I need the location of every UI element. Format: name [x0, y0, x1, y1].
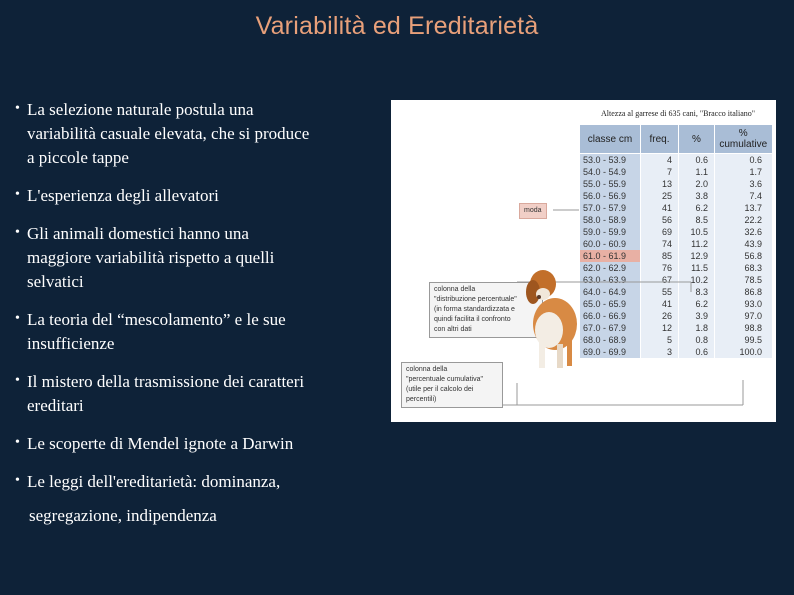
- bullet-dot-icon: •: [15, 373, 20, 388]
- header-classe: classe cm: [580, 125, 641, 154]
- dog-leg: [539, 342, 545, 368]
- table-cell: 0.8: [679, 334, 715, 346]
- table-cell: 26: [641, 310, 679, 322]
- table-cell: 3: [641, 346, 679, 358]
- table-cell: 56.0 - 56.9: [580, 190, 641, 202]
- table-cell: 0.6: [715, 154, 773, 167]
- bullet-continuation: segregazione, indipendenza: [29, 506, 217, 525]
- table-cell: 12.9: [679, 250, 715, 262]
- table-cell: 1.1: [679, 166, 715, 178]
- label-cumulative: [401, 362, 503, 408]
- table-cell: 7: [641, 166, 679, 178]
- table-cell: 11.5: [679, 262, 715, 274]
- table-cell: 32.6: [715, 226, 773, 238]
- label-line: con altri dati: [434, 326, 472, 333]
- label-moda: moda: [519, 203, 547, 219]
- bullet-list: [15, 98, 385, 528]
- table-cell: 61.0 - 61.9: [580, 250, 641, 262]
- header-cumulative: % cumulative: [715, 125, 773, 154]
- bullet-item: [15, 184, 385, 208]
- bullet-item: [15, 308, 385, 356]
- bullet-line: Le scoperte di Mendel ignote a Darwin: [27, 434, 294, 453]
- table-cell: 41: [641, 202, 679, 214]
- table-cell: 5: [641, 334, 679, 346]
- table-cell: 58.0 - 58.9: [580, 214, 641, 226]
- bullet-line: La teoria del “mescolamento” e le sue: [27, 310, 286, 329]
- table-cell: 97.0: [715, 310, 773, 322]
- table-cell: 63.0 - 63.9: [580, 274, 641, 286]
- table-cell: 60.0 - 60.9: [580, 238, 641, 250]
- label-line: quindi facilita il confronto: [434, 316, 511, 323]
- table-cell: 67: [641, 274, 679, 286]
- table-cell: 41: [641, 298, 679, 310]
- table-cell: 12: [641, 322, 679, 334]
- bullet-item: [15, 470, 385, 494]
- dog-nose: [537, 295, 541, 299]
- table-cell: 74: [641, 238, 679, 250]
- bullet-line: La selezione naturale postula una: [27, 100, 254, 119]
- table-cell: 57.0 - 57.9: [580, 202, 641, 214]
- table-cell: 22.2: [715, 214, 773, 226]
- bullet-dot-icon: •: [15, 187, 20, 202]
- table-cell: 85: [641, 250, 679, 262]
- table-cell: 69: [641, 226, 679, 238]
- dog-leg: [557, 344, 563, 368]
- bullet-line: L'esperienza degli allevatori: [27, 186, 219, 205]
- header-freq: freq.: [641, 125, 679, 154]
- table-cell: 76: [641, 262, 679, 274]
- dog-leg: [567, 340, 572, 366]
- dog-illustration: [519, 260, 585, 370]
- table-cell: 66.0 - 66.9: [580, 310, 641, 322]
- table-cell: 13: [641, 178, 679, 190]
- label-line: (in forma standardizzata e: [434, 306, 515, 313]
- bullet-dot-icon: •: [15, 311, 20, 326]
- bullet-item: [15, 98, 385, 170]
- table-cell: 55.0 - 55.9: [580, 178, 641, 190]
- slide-title: Variabilità ed Ereditarietà: [255, 12, 539, 40]
- label-line: (utile per il calcolo dei: [406, 386, 474, 393]
- table-cell: 1.7: [715, 166, 773, 178]
- bullet-line: Il mistero della trasmissione dei caratteri: [27, 372, 305, 391]
- bullet-item: [15, 222, 385, 294]
- table-cell: 69.0 - 69.9: [580, 346, 641, 358]
- bullet-line: Gli animali domestici hanno una: [27, 224, 249, 243]
- table-cell: 67.0 - 67.9: [580, 322, 641, 334]
- bullet-line: a piccole tappe: [27, 148, 129, 167]
- table-cell: 8.5: [679, 214, 715, 226]
- table-cell: 100.0: [715, 346, 773, 358]
- table-cell: 98.8: [715, 322, 773, 334]
- bullet-line: maggiore variabilità rispetto a quelli: [27, 248, 275, 267]
- bullet-item: [15, 432, 385, 456]
- table-cell: 68.3: [715, 262, 773, 274]
- table-cell: 68.0 - 68.9: [580, 334, 641, 346]
- table-cell: 56.8: [715, 250, 773, 262]
- table-cell: 78.5: [715, 274, 773, 286]
- table-cell: 99.5: [715, 334, 773, 346]
- table-cell: 6.2: [679, 202, 715, 214]
- table-cell: 8.3: [679, 286, 715, 298]
- table-cell: 3.9: [679, 310, 715, 322]
- dog-height-figure: [391, 100, 776, 422]
- table-cell: 93.0: [715, 298, 773, 310]
- table-cell: 3.6: [715, 178, 773, 190]
- table-cell: 1.8: [679, 322, 715, 334]
- table-cell: 13.7: [715, 202, 773, 214]
- table-cell: 55: [641, 286, 679, 298]
- figure-caption: Altezza al garrese di 635 cani, "Bracco italiano": [601, 109, 756, 118]
- table-cell: 43.9: [715, 238, 773, 250]
- label-line: "percentuale cumulativa": [406, 376, 483, 383]
- table-cell: 65.0 - 65.9: [580, 298, 641, 310]
- table-cell: 62.0 - 62.9: [580, 262, 641, 274]
- label-line: colonna della: [434, 286, 476, 293]
- table-cell: 25: [641, 190, 679, 202]
- bullet-dot-icon: •: [15, 473, 20, 488]
- bullet-dot-icon: •: [15, 225, 20, 240]
- bullet-line: insufficienze: [27, 334, 115, 353]
- table-cell: 3.8: [679, 190, 715, 202]
- bullet-dot-icon: •: [15, 435, 20, 450]
- bullet-item: [15, 370, 385, 418]
- table-cell: 64.0 - 64.9: [580, 286, 641, 298]
- table-cell: 56: [641, 214, 679, 226]
- table-cell: 4: [641, 154, 679, 167]
- table-cell: 53.0 - 53.9: [580, 154, 641, 167]
- table-cell: 0.6: [679, 154, 715, 167]
- table-cell: 2.0: [679, 178, 715, 190]
- table-cell: 59.0 - 59.9: [580, 226, 641, 238]
- table-cell: 10.5: [679, 226, 715, 238]
- table-cell: 0.6: [679, 346, 715, 358]
- bullet-dot-icon: •: [15, 101, 20, 116]
- table-cell: 54.0 - 54.9: [580, 166, 641, 178]
- table-cell: 86.8: [715, 286, 773, 298]
- table-cell: 11.2: [679, 238, 715, 250]
- table-cell: 10.2: [679, 274, 715, 286]
- bullet-line: ereditari: [27, 396, 84, 415]
- label-line: "distribuzione percentuale": [434, 296, 517, 303]
- table-cell: 7.4: [715, 190, 773, 202]
- label-line: colonna della: [406, 366, 448, 373]
- label-line: percentili): [406, 396, 437, 403]
- header-percent: %: [679, 125, 715, 154]
- bullet-line: Le leggi dell'ereditarietà: dominanza,: [27, 472, 281, 491]
- bullet-line: selvatici: [27, 272, 84, 291]
- bullet-line: variabilità casuale elevata, che si produce: [27, 124, 310, 143]
- table-cell: 6.2: [679, 298, 715, 310]
